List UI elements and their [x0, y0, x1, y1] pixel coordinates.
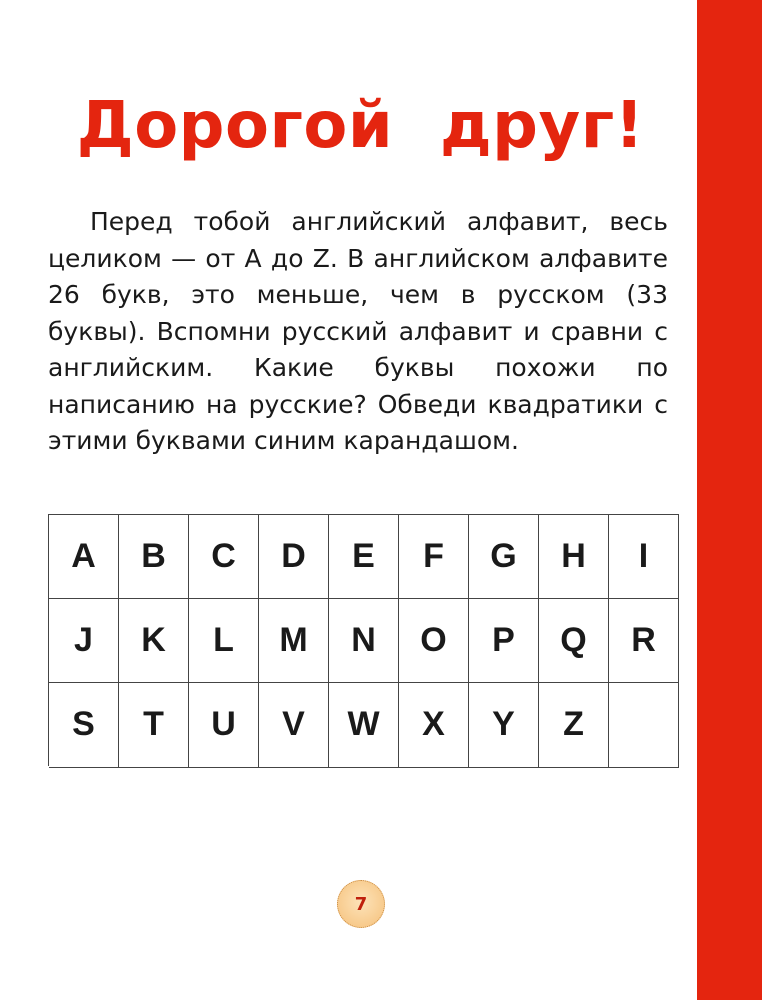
- letter: T: [143, 705, 164, 744]
- letter-box-t[interactable]: [119, 682, 189, 768]
- letter-box-i[interactable]: [609, 514, 679, 600]
- letter: W: [347, 705, 380, 744]
- letter: Y: [492, 705, 515, 744]
- letter: J: [74, 621, 93, 660]
- letter: A: [71, 537, 96, 576]
- alphabet-grid: [48, 514, 678, 766]
- letter-box-l[interactable]: [189, 598, 259, 684]
- letter: X: [422, 705, 445, 744]
- letter-box-z[interactable]: [539, 682, 609, 768]
- letter-box-h[interactable]: [539, 514, 609, 600]
- letter: N: [351, 621, 376, 660]
- letter: P: [492, 621, 515, 660]
- letter-box-a[interactable]: [49, 514, 119, 600]
- letter-box-e[interactable]: [329, 514, 399, 600]
- letter-box-y[interactable]: [469, 682, 539, 768]
- letter: I: [638, 537, 649, 576]
- letter-box-f[interactable]: [399, 514, 469, 600]
- letter-box-u[interactable]: [189, 682, 259, 768]
- letter: V: [282, 705, 305, 744]
- letter: F: [423, 537, 444, 576]
- letter: L: [213, 621, 234, 660]
- letter: K: [141, 621, 166, 660]
- letter: B: [141, 537, 166, 576]
- letter-box-k[interactable]: [119, 598, 189, 684]
- letter: G: [490, 537, 517, 576]
- red-margin-stripe: [697, 0, 762, 1000]
- letter: H: [561, 537, 586, 576]
- page-number: 7: [354, 893, 368, 915]
- letter-box-w[interactable]: [329, 682, 399, 768]
- letter-box-x[interactable]: [399, 682, 469, 768]
- letter: Z: [563, 705, 584, 744]
- letter-box-b[interactable]: [119, 514, 189, 600]
- letter: S: [72, 705, 95, 744]
- page-number-badge: [337, 880, 385, 928]
- letter-box-n[interactable]: [329, 598, 399, 684]
- letter-box-q[interactable]: [539, 598, 609, 684]
- letter: U: [211, 705, 236, 744]
- letter-box-o[interactable]: [399, 598, 469, 684]
- letter-box-p[interactable]: [469, 598, 539, 684]
- letter-box-d[interactable]: [259, 514, 329, 600]
- letter: R: [631, 621, 656, 660]
- intro-paragraph: Перед тобой английский алфавит, весь целиком — от A до Z. В английском алфавите 26 букв, это меньше, чем в русском (33 буквы). Вспомни русский алфавит и сравни с английским. Какие буквы похожи по написанию на русские? Обведи квадратики с этими буквами синим карандашом.: [48, 207, 668, 455]
- letter: C: [211, 537, 236, 576]
- letter: M: [279, 621, 308, 660]
- letter: D: [281, 537, 306, 576]
- letter-box-m[interactable]: [259, 598, 329, 684]
- letter-box-j[interactable]: [49, 598, 119, 684]
- letter: E: [352, 537, 375, 576]
- letter-box-r[interactable]: [609, 598, 679, 684]
- page-title: Дорогой друг!: [76, 89, 645, 163]
- letter-box-c[interactable]: [189, 514, 259, 600]
- letter: Q: [560, 621, 587, 660]
- letter-box-g[interactable]: [469, 514, 539, 600]
- letter-box-s[interactable]: [49, 682, 119, 768]
- empty-letter-box[interactable]: [609, 682, 679, 768]
- letter: O: [420, 621, 447, 660]
- letter-box-v[interactable]: [259, 682, 329, 768]
